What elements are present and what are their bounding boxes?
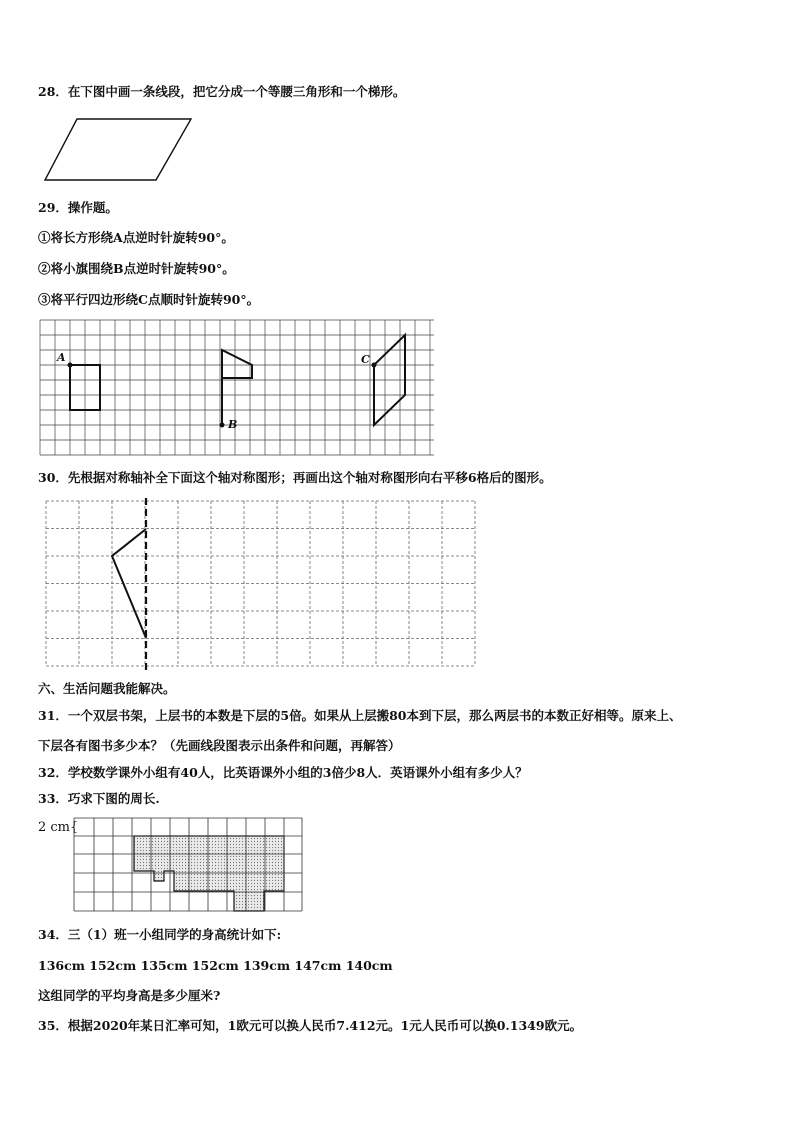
q34-title: 34．三（1）班一小组同学的身高统计如下: bbox=[38, 927, 282, 942]
point-label-a: A bbox=[57, 351, 66, 364]
q29-item-2: ②将小旗围绕B点逆时针旋转90°。 bbox=[38, 261, 235, 276]
q32-text: 32．学校数学课外小组有40人，比英语课外小组的3倍少8人．英语课外小组有多少人？ bbox=[38, 765, 528, 780]
symmetry-grid bbox=[44, 498, 480, 674]
q35-text: 35．根据2020年某日汇率可知，1欧元可以换人民币7.412元。1元人民币可以换0.1349欧元。 bbox=[38, 1018, 583, 1033]
q29-item-3: ③将平行四边形绕C点顺时针旋转90°。 bbox=[38, 292, 260, 307]
q33-text: 33．巧求下图的周长. bbox=[38, 791, 160, 806]
section-6-title: 六、生活问题我能解决。 bbox=[38, 681, 176, 696]
q34-question: 这组同学的平均身高是多少厘米? bbox=[38, 988, 221, 1003]
q34-heights: 136cm 152cm 135cm 152cm 139cm 147cm 140cm bbox=[38, 958, 393, 973]
point-label-b: B bbox=[228, 418, 238, 431]
q31-line-1: 31．一个双层书架，上层书的本数是下层的5倍。如果从上层搬80本到下层，那么两层书的本数正好相等。原来上、 bbox=[38, 708, 682, 723]
parallelogram-figure bbox=[40, 114, 200, 186]
q29-title: 29．操作题。 bbox=[38, 200, 118, 215]
rotation-grid bbox=[38, 318, 436, 456]
q30-text: 30．先根据对称轴补全下面这个轴对称图形；再画出这个轴对称图形向右平移6格后的图形。 bbox=[38, 470, 552, 485]
q31-line-2: 下层各有图书多少本？（先画线段图表示出条件和问题，再解答） bbox=[38, 738, 401, 753]
perimeter-grid bbox=[73, 816, 305, 914]
scale-label: 2 cm{ bbox=[38, 820, 79, 835]
q29-item-1: ①将长方形绕A点逆时针旋转90°。 bbox=[38, 230, 234, 245]
q28-text: 28．在下图中画一条线段，把它分成一个等腰三角形和一个梯形。 bbox=[38, 84, 406, 99]
point-label-c: C bbox=[361, 353, 370, 366]
